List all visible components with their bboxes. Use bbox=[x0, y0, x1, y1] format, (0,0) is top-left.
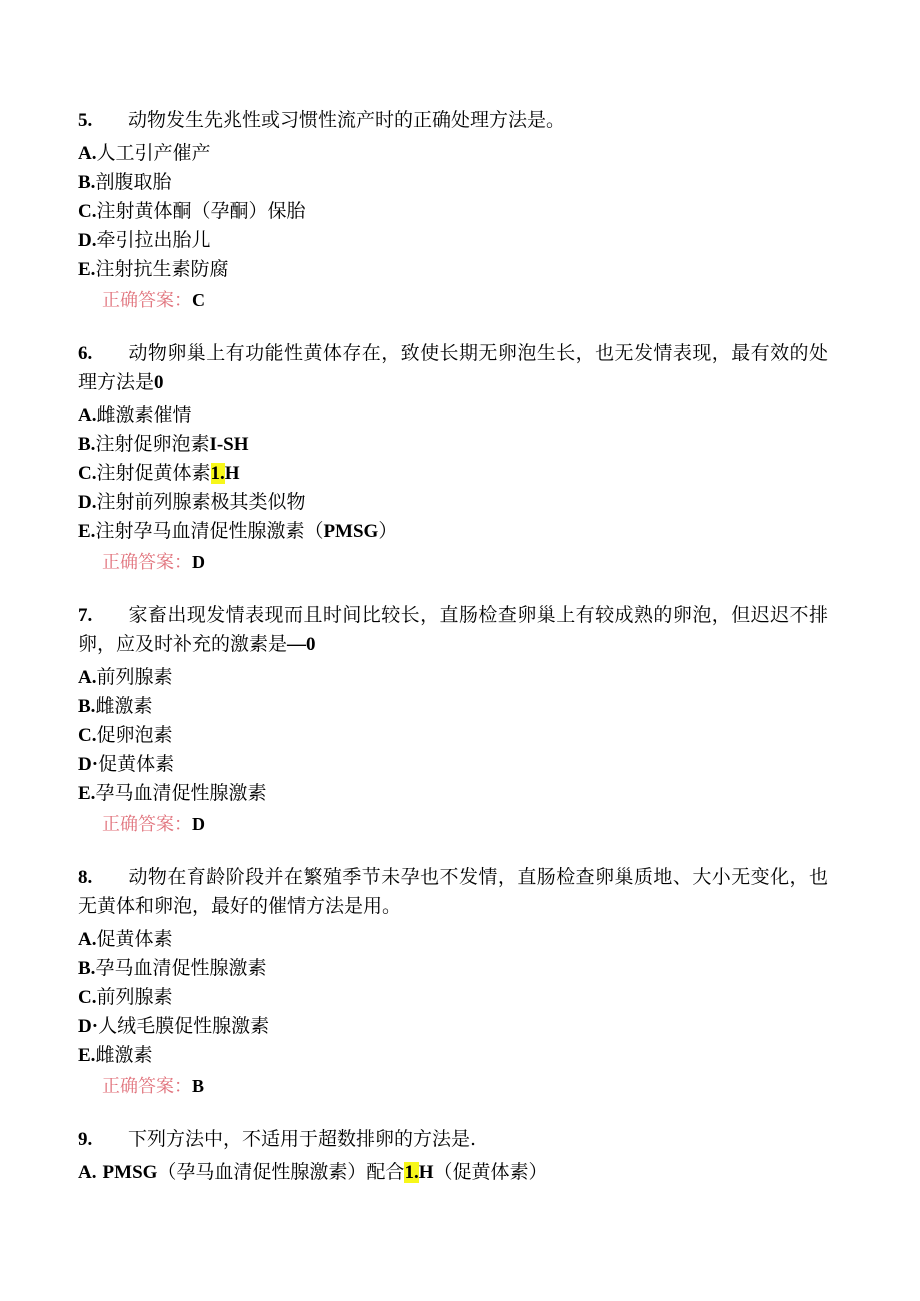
option-d: D.注射前列腺素极其类似物 bbox=[78, 491, 306, 513]
correct-answer bbox=[78, 1072, 828, 1101]
answer-label: 正确答案： bbox=[102, 1076, 192, 1097]
question-6 bbox=[78, 339, 828, 577]
question-number: 7. bbox=[78, 605, 93, 626]
option-d: D·促黄体素 bbox=[78, 753, 175, 775]
question-stem bbox=[78, 863, 828, 921]
question-text: 下列方法中，不适用于超数排卵的方法是. bbox=[128, 1128, 477, 1150]
option-b: B.剖腹取胎 bbox=[78, 171, 172, 193]
correct-answer bbox=[78, 286, 828, 315]
highlight-mark: 1. bbox=[404, 1162, 419, 1183]
question-text: 家畜出现发情表现而且时间比较长，直肠检查卵巢上有较成熟的卵泡，但迟迟不排卵，应及时补充的激素是 bbox=[78, 604, 828, 655]
option-c: C.注射黄体酮（孕酮）保胎 bbox=[78, 200, 306, 222]
answer-label: 正确答案： bbox=[102, 814, 192, 835]
correct-answer bbox=[78, 548, 828, 577]
option-a: A.人工引产催产 bbox=[78, 142, 211, 164]
option-e: E.孕马血清促性腺激素 bbox=[78, 782, 267, 804]
question-number: 8. bbox=[78, 867, 93, 888]
answer-value: C bbox=[192, 290, 205, 310]
question-text: 动物在育龄阶段并在繁殖季节未孕也不发情，直肠检查卵巢质地、大小无变化，也无黄体和卵泡，最好的催情方法是用。 bbox=[78, 866, 828, 917]
option-e: E.注射抗生素防腐 bbox=[78, 258, 229, 280]
option-a: A.促黄体素 bbox=[78, 928, 173, 950]
option-d: D·人绒毛膜促性腺激素 bbox=[78, 1015, 270, 1037]
question-5 bbox=[78, 106, 828, 315]
question-number: 9. bbox=[78, 1129, 93, 1150]
option-b: B.孕马血清促性腺激素 bbox=[78, 957, 267, 979]
answer-label: 正确答案： bbox=[102, 552, 192, 573]
question-text-suffix: 0 bbox=[154, 372, 164, 393]
question-stem bbox=[78, 601, 828, 659]
option-c: C.促卵泡素 bbox=[78, 724, 173, 746]
answer-label: 正确答案： bbox=[102, 290, 192, 311]
highlight-mark: 1. bbox=[210, 463, 225, 484]
question-number: 6. bbox=[78, 343, 93, 364]
document-page bbox=[78, 106, 828, 1211]
option-c: C.注射促黄体素1.H bbox=[78, 462, 240, 484]
option-a: A. PMSG（孕马血清促性腺激素）配合1.H（促黄体素） bbox=[78, 1161, 548, 1183]
question-stem bbox=[78, 106, 828, 135]
question-number: 5. bbox=[78, 110, 93, 131]
option-b: B.注射促卵泡素I-SH bbox=[78, 433, 249, 455]
question-stem bbox=[78, 339, 828, 397]
option-c: C.前列腺素 bbox=[78, 986, 173, 1008]
question-7 bbox=[78, 601, 828, 839]
question-text: 动物发生先兆性或习惯性流产时的正确处理方法是。 bbox=[128, 109, 566, 131]
answer-value: D bbox=[192, 814, 205, 834]
option-d: D.牵引拉出胎儿 bbox=[78, 229, 211, 251]
question-stem bbox=[78, 1125, 828, 1154]
question-9 bbox=[78, 1125, 828, 1187]
option-a: A.雌激素催情 bbox=[78, 404, 192, 426]
option-a: A.前列腺素 bbox=[78, 666, 173, 688]
answer-value: B bbox=[192, 1076, 205, 1096]
question-8 bbox=[78, 863, 828, 1101]
answer-value: D bbox=[192, 552, 205, 572]
question-text-suffix: —0 bbox=[287, 634, 316, 655]
correct-answer bbox=[78, 810, 828, 839]
option-b: B.雌激素 bbox=[78, 695, 153, 717]
option-e: E.注射孕马血清促性腺激素（PMSG） bbox=[78, 520, 398, 542]
question-text: 动物卵巢上有功能性黄体存在，致使长期无卵泡生长，也无发情表现，最有效的处理方法是 bbox=[78, 342, 828, 393]
option-e: E.雌激素 bbox=[78, 1044, 153, 1066]
